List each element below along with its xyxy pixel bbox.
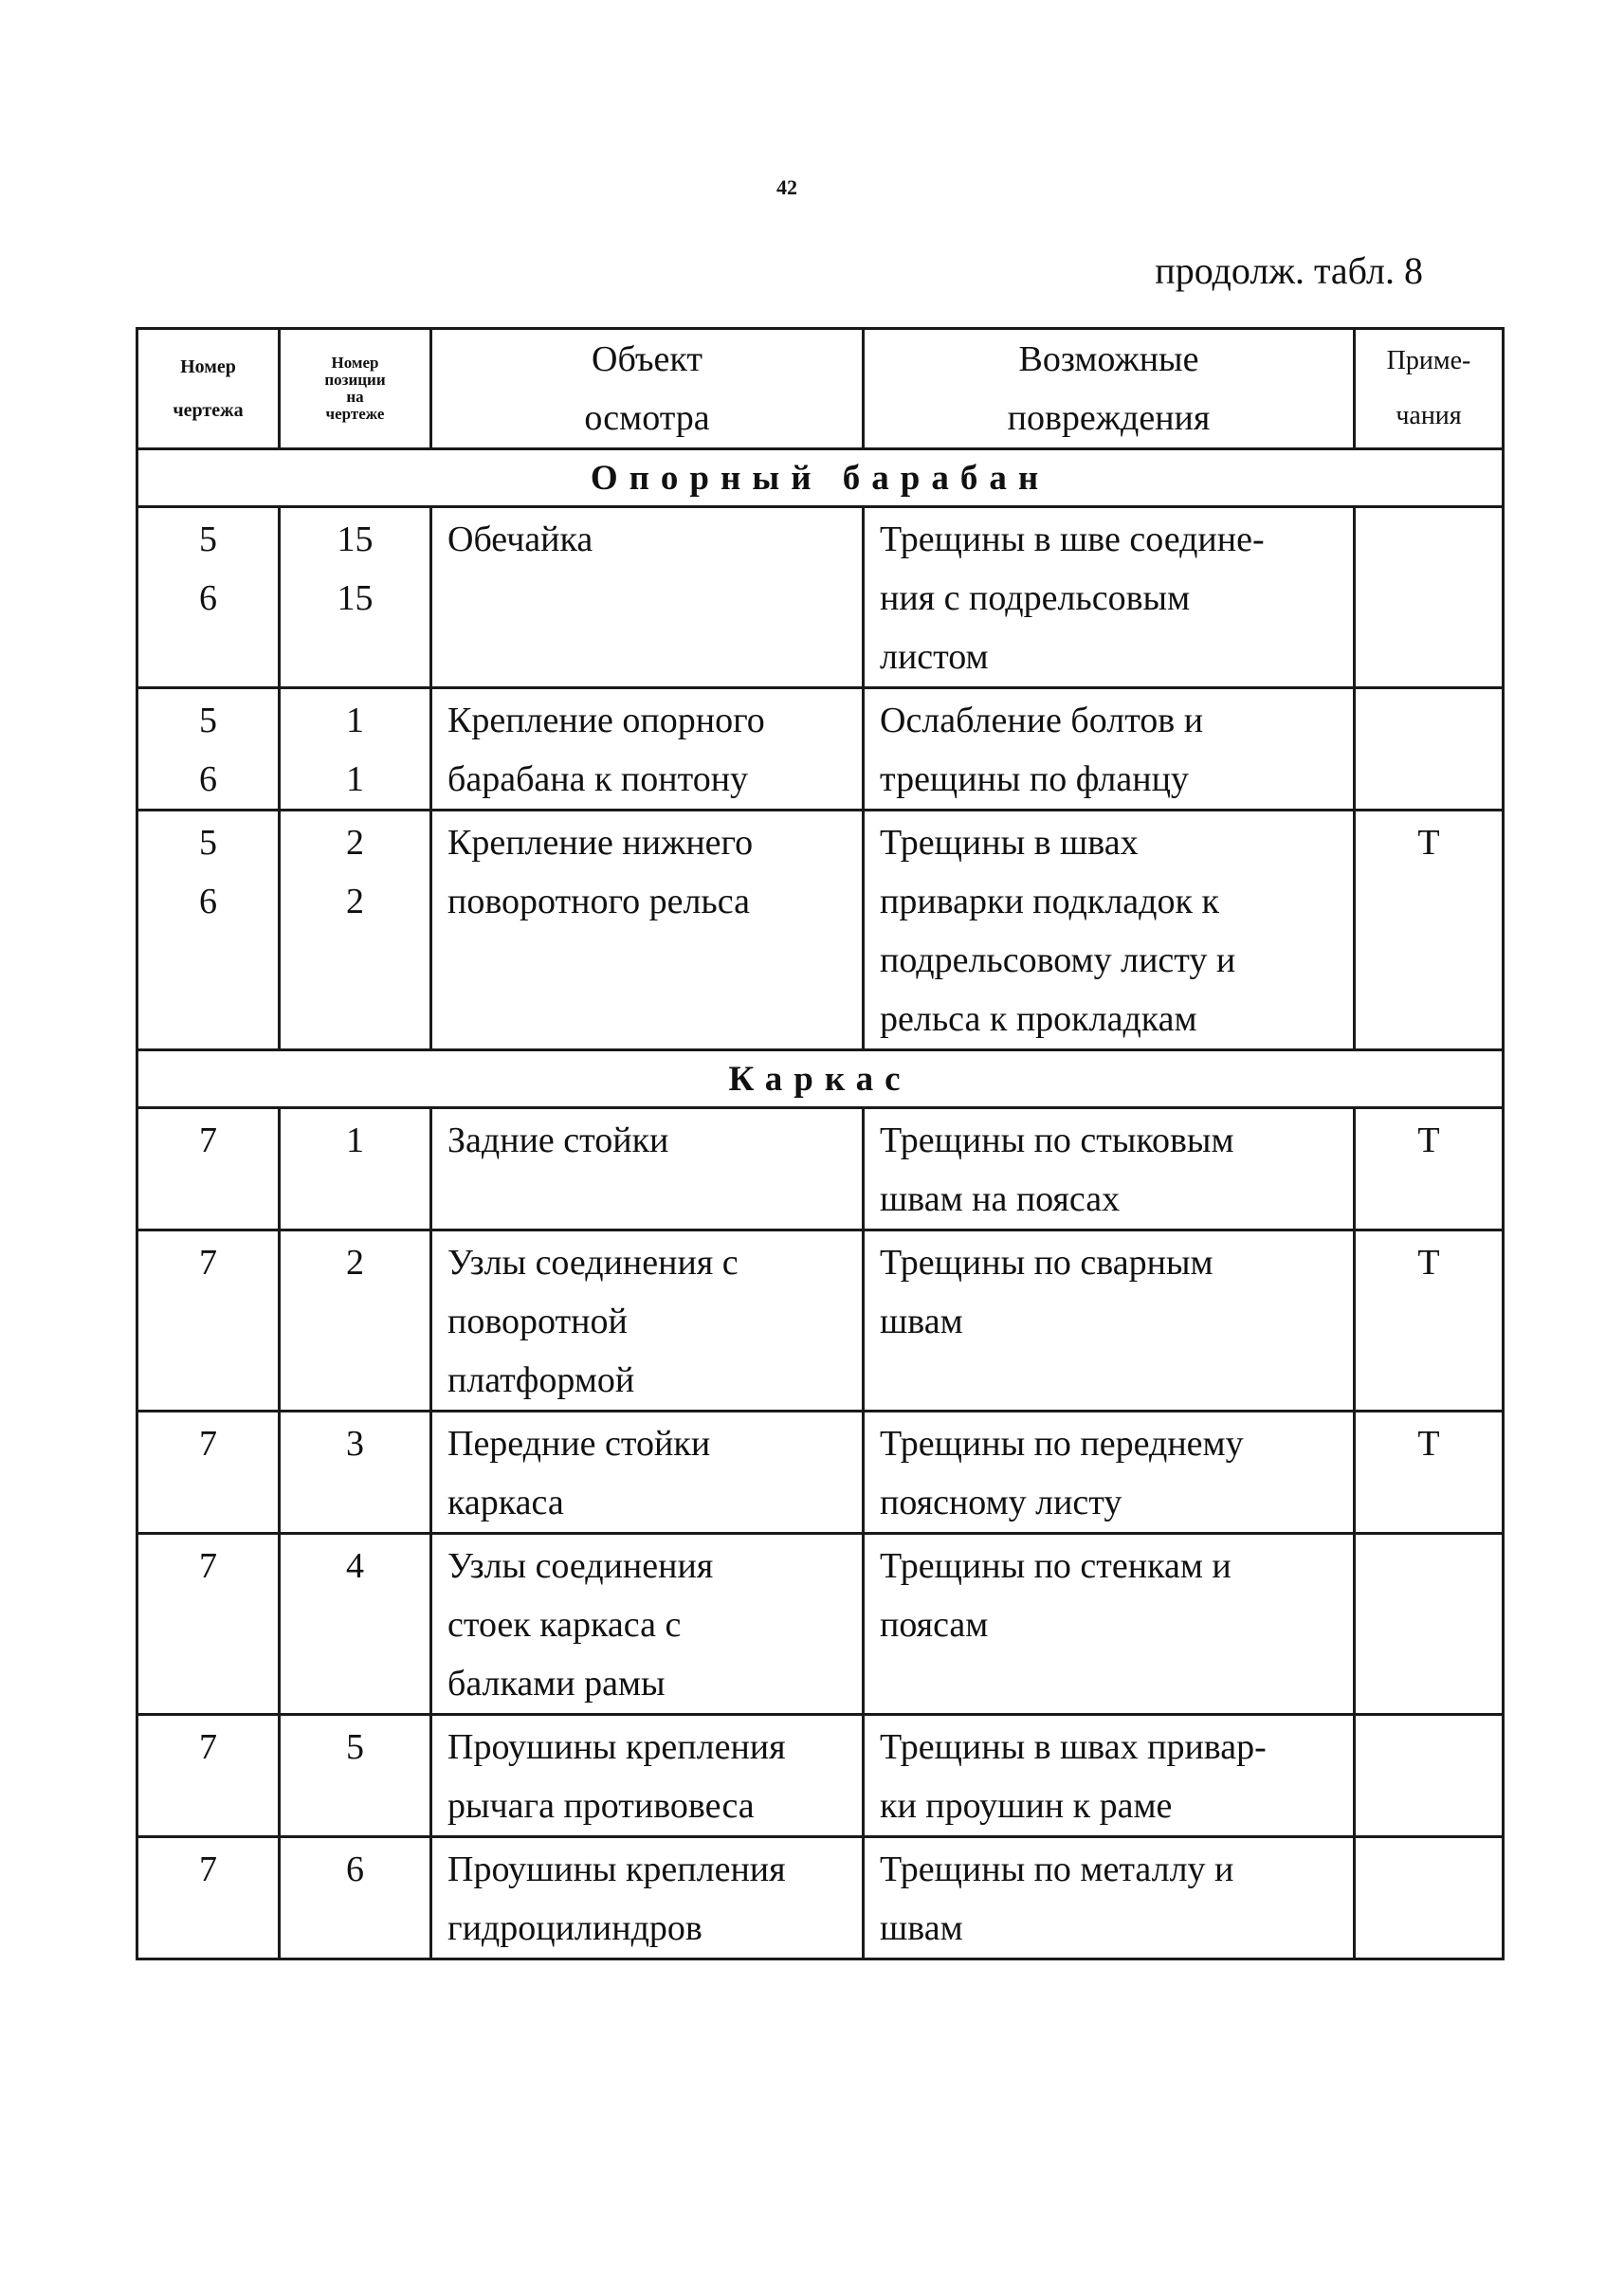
position-no-cell [280,1230,431,1412]
header-drawing-no [137,329,280,449]
position-no-text: 2 [346,882,364,921]
position-no-cell [280,1837,431,1959]
damage-text: Трещины в шве соедине- [880,519,1265,559]
damage-text: Трещины в швах привар- [880,1727,1267,1767]
drawing-no-cell [137,1412,280,1534]
header-object-line: осмотра [584,398,710,438]
object-text: рычага противовеса [447,1786,755,1826]
damage-text: трещины по фланцу [880,759,1189,799]
object-text: платформой [447,1360,635,1400]
damage-text: Трещины по стенкам и [880,1546,1232,1586]
damage-text: Трещины по переднему [880,1424,1244,1464]
notes-text: Т [1417,823,1440,863]
table-body [137,449,1504,1959]
drawing-no-text: 6 [199,759,217,799]
position-no-text: 1 [346,759,364,799]
damage-cell [864,507,1355,688]
object-cell [431,1412,864,1534]
drawing-no-text: 6 [199,578,217,618]
notes-cell [1355,1715,1504,1837]
drawing-no-text: 7 [199,1546,217,1586]
section-row [137,449,1504,507]
section-title: Каркас [728,1059,912,1099]
damage-text: приварки подкладок к [880,882,1219,921]
section-title: Опорный барабан [590,458,1050,498]
header-position-no-line: чертеже [325,404,385,423]
damage-text: ния с подрельсовым [880,578,1191,618]
object-text: каркаса [447,1483,564,1522]
header-damage-line: повреждения [1007,398,1211,438]
header-object-line: Объект [592,339,703,379]
damage-text: поясному листу [880,1483,1122,1522]
damage-cell [864,811,1355,1050]
object-cell [431,1715,864,1837]
object-text: Узлы соединения с [447,1243,739,1283]
object-text: Передние стойки [447,1424,711,1464]
object-text: гидроцилиндров [447,1908,703,1948]
notes-cell [1355,1108,1504,1230]
damage-text: Трещины по стыковым [880,1121,1234,1160]
position-no-text: 1 [346,701,364,740]
drawing-no-text: 5 [199,519,217,559]
page-number: 42 [776,175,797,199]
drawing-no-text: 5 [199,701,217,740]
object-text: поворотной [447,1302,628,1341]
drawing-no-text: 7 [199,1424,217,1464]
notes-text: Т [1417,1424,1440,1464]
section-row [137,1050,1504,1108]
object-text: стоек каркаса с [447,1605,682,1645]
drawing-no-text: 5 [199,823,217,863]
damage-text: поясам [880,1605,989,1645]
table-row [137,1837,1504,1959]
position-no-text: 6 [346,1850,364,1889]
header-object [431,329,864,449]
header-notes-line: Приме- [1386,346,1471,375]
table-row [137,688,1504,811]
header-position-no-line: на [346,388,364,406]
object-text: Задние стойки [447,1121,669,1160]
object-cell [431,688,864,811]
table-row [137,1534,1504,1715]
damage-text: швам на поясах [880,1179,1121,1219]
table-row [137,1230,1504,1412]
object-text: Обечайка [447,519,593,559]
header-notes [1355,329,1504,449]
position-no-text: 2 [346,823,364,863]
object-text: Узлы соединения [447,1546,714,1586]
position-no-cell [280,1534,431,1715]
object-cell [431,1534,864,1715]
header-drawing-no-line: Номер [180,356,236,377]
damage-cell [864,1715,1355,1837]
drawing-no-text: 7 [199,1727,217,1767]
header-position-no-line: позиции [324,371,386,390]
object-text: поворотного рельса [447,882,750,921]
damage-text: швам [880,1908,963,1948]
section-title-cell [137,449,1504,507]
damage-cell [864,1230,1355,1412]
object-cell [431,1230,864,1412]
object-text: Проушины крепления [447,1727,786,1767]
object-cell [431,1108,864,1230]
notes-cell [1355,1534,1504,1715]
object-text: балками рамы [447,1664,666,1704]
object-cell [431,1837,864,1959]
damage-text: швам [880,1302,963,1341]
drawing-no-cell [137,1837,280,1959]
notes-cell [1355,1412,1504,1534]
notes-text: Т [1417,1121,1440,1160]
header-position-no-line: Номер [331,354,379,373]
position-no-text: 2 [346,1243,364,1283]
damage-text: Ослабление болтов и [880,701,1204,740]
drawing-no-cell [137,1534,280,1715]
inspection-table [136,327,1505,1960]
position-no-cell [280,507,431,688]
notes-cell [1355,1230,1504,1412]
position-no-cell [280,1108,431,1230]
position-no-cell [280,688,431,811]
position-no-text: 1 [346,1121,364,1160]
header-position-no [280,329,431,449]
object-text: Крепление опорного [447,701,765,740]
damage-text: ки проушин к раме [880,1786,1173,1826]
header-drawing-no-line: чертежа [173,400,244,421]
drawing-no-text: 7 [199,1121,217,1160]
position-no-text: 4 [346,1546,364,1586]
header-notes-line: чания [1396,401,1462,430]
position-no-cell [280,1412,431,1534]
drawing-no-cell [137,1715,280,1837]
damage-text: подрельсовому листу и [880,940,1236,980]
notes-cell [1355,811,1504,1050]
drawing-no-cell [137,688,280,811]
damage-text: листом [880,637,989,677]
header-damage-line: Возможные [1018,339,1199,379]
header-damage [864,329,1355,449]
position-no-text: 5 [346,1727,364,1767]
table-row [137,1108,1504,1230]
object-text: Проушины крепления [447,1850,786,1889]
notes-cell [1355,507,1504,688]
notes-text: Т [1417,1243,1440,1283]
damage-cell [864,1837,1355,1959]
drawing-no-text: 7 [199,1850,217,1889]
position-no-cell [280,1715,431,1837]
drawing-no-cell [137,1230,280,1412]
table-row [137,1715,1504,1837]
position-no-text: 15 [337,578,374,618]
damage-cell [864,1534,1355,1715]
damage-text: Трещины по металлу и [880,1850,1234,1889]
table-continuation-caption: продолж. табл. 8 [1155,249,1423,292]
object-cell [431,507,864,688]
position-no-text: 3 [346,1424,364,1464]
object-text: барабана к понтону [447,759,749,799]
notes-cell [1355,1837,1504,1959]
table-row [137,1412,1504,1534]
notes-cell [1355,688,1504,811]
damage-text: Трещины по сварным [880,1243,1213,1283]
damage-cell [864,688,1355,811]
position-no-cell [280,811,431,1050]
damage-cell [864,1108,1355,1230]
table-row [137,507,1504,688]
section-title-cell [137,1050,1504,1108]
damage-cell [864,1412,1355,1534]
table-row [137,811,1504,1050]
damage-text: Трещины в швах [880,823,1139,863]
damage-text: рельса к прокладкам [880,999,1197,1039]
object-cell [431,811,864,1050]
position-no-text: 15 [337,519,374,559]
drawing-no-cell [137,507,280,688]
object-text: Крепление нижнего [447,823,754,863]
drawing-no-text: 7 [199,1243,217,1283]
table-header [137,329,1504,449]
drawing-no-cell [137,811,280,1050]
drawing-no-text: 6 [199,882,217,921]
drawing-no-cell [137,1108,280,1230]
